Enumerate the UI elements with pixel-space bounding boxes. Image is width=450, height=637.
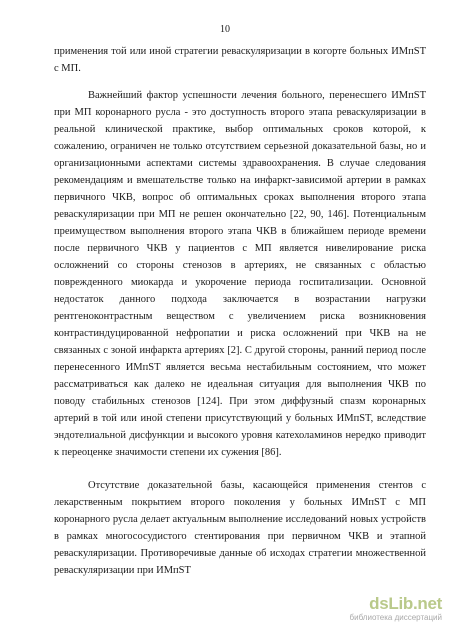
watermark-caption: библиотека диссертаций xyxy=(349,613,442,622)
paragraph-spacer xyxy=(54,77,426,87)
page-number: 10 xyxy=(220,24,230,35)
paragraph-continuation: применения той или иной стратегии реваскуляризации в когорте больных ИМпST с МП. xyxy=(54,46,426,74)
site-watermark xyxy=(342,595,442,623)
body-text xyxy=(54,43,426,579)
paragraph-evidence-base: Отсутствие доказательной базы, касающейся применения стентов с лекарственным покрытием второго поколения у больных ИМпST с МП коронарного русла делает актуальным выполнение исследований новых устройств в рамках многососудистого стентирования при первичном ЧКВ и этапной реваскуляризации. Противоречивые данные об исходах стратегии множественной реваскуляризации при ИМпST xyxy=(54,480,426,576)
watermark-logo: dsLib.net xyxy=(369,594,442,613)
paragraph-revascularization-factor: Важнейший фактор успешности лечения больного, перенесшего ИМпST при МП коронарного русла - это доступность второго этапа реваскуляризации в реальной клинической практике, выбор оптимальных сроков которой, к сожалению, ограничен не только отсутствием серьезной доказательной базы, но и организационными аспектами системы здравоохранения. В случае следования рекомендациям и вмешательстве только на инфаркт-зависимой артерии в рамках первичного ЧКВ, вопрос об оптимальных сроках выполнения второго этапа реваскуляризации при МП не решен окончательно [22, 90, 146]. Потенциальным преимуществом выполнения второго этапа ЧКВ в ближайшем периоде времени после первичного ЧКВ у пациентов с МП является нивелирование риска осложнений со стороны стенозов в артериях, не связанных с областью поврежденного миокарда и укорочение периода госпитализации. Основной недостаток данного подхода заключается в возрастании нагрузки рентгеноконтрастным веществом с увеличением риска возникновения контрастиндуцированной нефропатии и риска осложнений при ЧКВ на не связанных с зоной инфаркта артериях [2]. С другой стороны, ранний период после перенесенного ИМпST является весьма нестабильным состоянием, что может рассматриваться как далеко не идеальная ситуация для выполнения ЧКВ по поводу стабильных стенозов [124]. При этом диффузный спазм коронарных артерий в той или иной степени присутствующий у больных ИМпST, вследствие эндотелиальной дисфункции и высокого уровня катехоламинов нередко приводит к переоценке значимости степени их сужения [86]. xyxy=(54,90,426,458)
paragraph-spacer xyxy=(54,461,426,477)
